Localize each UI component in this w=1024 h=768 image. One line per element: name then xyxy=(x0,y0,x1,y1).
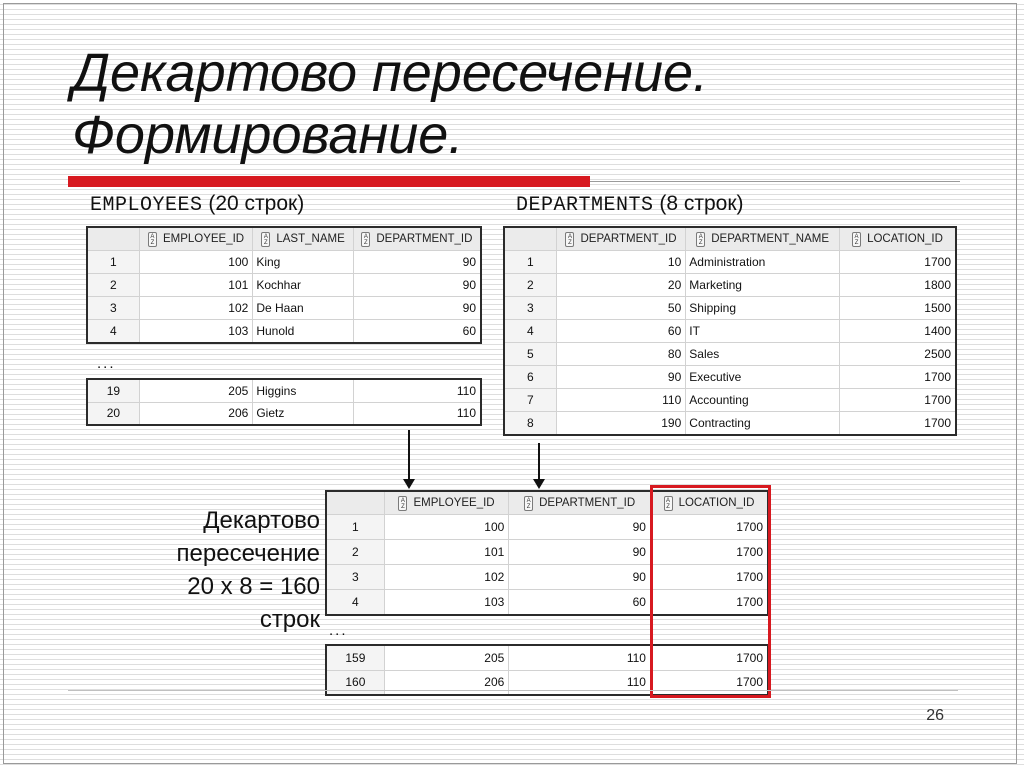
employees-caption-name: EMPLOYEES xyxy=(90,194,203,217)
table-cell: 90 xyxy=(353,274,481,297)
title-line-2: Формирование. xyxy=(72,105,464,165)
table-cell: 1800 xyxy=(839,274,956,297)
table-row xyxy=(504,251,956,274)
employees-header-row xyxy=(87,227,481,251)
sort-icon: A Z xyxy=(565,232,574,247)
table-cell: 102 xyxy=(384,565,509,590)
table-cell: Gietz xyxy=(253,402,354,425)
page-number: 26 xyxy=(926,707,944,724)
table-cell: 110 xyxy=(556,389,686,412)
table-cell: Higgins xyxy=(253,379,354,402)
table-cell: 50 xyxy=(556,297,686,320)
table-cell: 90 xyxy=(509,565,651,590)
table-cell: De Haan xyxy=(253,297,354,320)
row-number: 3 xyxy=(326,565,384,590)
table-cell: 1700 xyxy=(839,412,956,435)
table-cell: Kochhar xyxy=(253,274,354,297)
column-header[interactable]: A Z EMPLOYEE_ID xyxy=(139,227,253,251)
table-cell: 80 xyxy=(556,343,686,366)
explanation-line: 20 x 8 = 160 xyxy=(187,573,320,600)
table-cell: 100 xyxy=(384,515,509,540)
explanation-line: строк xyxy=(259,606,320,633)
column-header[interactable]: A Z DEPARTMENT_NAME xyxy=(686,227,840,251)
table-cell: Executive xyxy=(686,366,840,389)
table-cell: 1700 xyxy=(839,251,956,274)
departments-caption-name: DEPARTMENTS xyxy=(516,194,654,217)
table-row xyxy=(504,343,956,366)
explanation-line: пересечение xyxy=(176,540,320,567)
row-number: 160 xyxy=(326,670,384,695)
row-number: 2 xyxy=(504,274,556,297)
employees-arrow-down xyxy=(408,430,410,480)
table-cell: Contracting xyxy=(686,412,840,435)
row-number-header xyxy=(504,227,556,251)
table-cell: Administration xyxy=(686,251,840,274)
table-cell: 110 xyxy=(353,402,481,425)
table-row xyxy=(87,402,481,425)
table-cell: 1700 xyxy=(650,670,768,695)
column-header[interactable]: A Z EMPLOYEE_ID xyxy=(384,491,509,515)
row-number-header xyxy=(87,227,139,251)
table-row xyxy=(87,274,481,297)
departments-header-row xyxy=(504,227,956,251)
table-cell: Sales xyxy=(686,343,840,366)
employees-table-top xyxy=(86,226,482,344)
column-header[interactable]: A Z LAST_NAME xyxy=(253,227,354,251)
row-number: 3 xyxy=(87,297,139,320)
table-row xyxy=(504,297,956,320)
sort-icon: A Z xyxy=(361,232,370,247)
location-column-highlight xyxy=(650,485,771,698)
table-cell: 2500 xyxy=(839,343,956,366)
table-cell: 90 xyxy=(509,540,651,565)
departments-table xyxy=(503,226,957,436)
departments-arrow-down xyxy=(538,443,540,480)
table-cell: 90 xyxy=(353,251,481,274)
table-cell: 206 xyxy=(139,402,253,425)
row-number: 1 xyxy=(87,251,139,274)
row-number: 8 xyxy=(504,412,556,435)
table-cell: 20 xyxy=(556,274,686,297)
explanation-line: Декартово xyxy=(203,507,320,534)
table-cell: 103 xyxy=(139,320,253,343)
table-cell: 60 xyxy=(353,320,481,343)
table-row xyxy=(504,412,956,435)
table-cell: 190 xyxy=(556,412,686,435)
row-number: 2 xyxy=(87,274,139,297)
result-ellipsis: ... xyxy=(329,622,348,639)
employees-caption xyxy=(90,192,304,217)
row-number: 4 xyxy=(87,320,139,343)
sort-icon: A Z xyxy=(398,496,407,511)
table-cell: 1500 xyxy=(839,297,956,320)
sort-icon: A Z xyxy=(148,232,157,247)
row-number: 20 xyxy=(87,402,139,425)
table-cell: 110 xyxy=(509,645,651,670)
table-cell: 60 xyxy=(509,590,651,615)
table-row xyxy=(504,366,956,389)
table-cell: 205 xyxy=(139,379,253,402)
table-cell: 206 xyxy=(384,670,509,695)
table-cell: 102 xyxy=(139,297,253,320)
cartesian-explanation xyxy=(130,504,320,636)
table-row xyxy=(87,297,481,320)
column-header[interactable]: A Z LOCATION_ID xyxy=(650,491,768,515)
departments-caption xyxy=(516,192,744,217)
row-number: 159 xyxy=(326,645,384,670)
table-cell: 90 xyxy=(353,297,481,320)
title-line-1: Декартово пересечение. xyxy=(72,43,709,103)
table-cell: Shipping xyxy=(686,297,840,320)
table-row xyxy=(504,320,956,343)
sort-icon: A Z xyxy=(696,232,705,247)
table-cell: Marketing xyxy=(686,274,840,297)
row-number: 7 xyxy=(504,389,556,412)
table-cell: 1700 xyxy=(650,645,768,670)
row-number: 4 xyxy=(326,590,384,615)
table-cell: 1700 xyxy=(839,366,956,389)
employees-ellipsis: ... xyxy=(97,355,116,372)
table-cell: IT xyxy=(686,320,840,343)
sort-icon: A Z xyxy=(852,232,861,247)
table-row xyxy=(504,389,956,412)
table-cell: 60 xyxy=(556,320,686,343)
departments-caption-count: (8 строк) xyxy=(659,192,744,215)
row-number: 5 xyxy=(504,343,556,366)
row-number: 19 xyxy=(87,379,139,402)
table-cell: Accounting xyxy=(686,389,840,412)
table-cell: King xyxy=(253,251,354,274)
table-row xyxy=(87,320,481,343)
column-header[interactable]: A Z LOCATION_ID xyxy=(839,227,956,251)
table-cell: 90 xyxy=(509,515,651,540)
table-cell: 1700 xyxy=(650,590,768,615)
table-cell: 100 xyxy=(139,251,253,274)
sort-icon: A Z xyxy=(261,232,270,247)
table-cell: 101 xyxy=(384,540,509,565)
table-cell: 1700 xyxy=(650,565,768,590)
row-number: 6 xyxy=(504,366,556,389)
column-header[interactable]: A Z DEPARTMENT_ID xyxy=(509,491,651,515)
row-number: 3 xyxy=(504,297,556,320)
table-row xyxy=(504,274,956,297)
column-header[interactable]: A Z DEPARTMENT_ID xyxy=(353,227,481,251)
row-number: 2 xyxy=(326,540,384,565)
title-divider-line xyxy=(590,181,960,182)
column-header[interactable]: A Z DEPARTMENT_ID xyxy=(556,227,686,251)
table-row xyxy=(87,251,481,274)
employees-table-bottom xyxy=(86,378,482,426)
table-cell: 101 xyxy=(139,274,253,297)
table-cell: 110 xyxy=(353,379,481,402)
table-row xyxy=(87,379,481,402)
title-accent-bar xyxy=(68,176,590,187)
table-cell: 1700 xyxy=(839,389,956,412)
slide-title xyxy=(72,42,952,166)
table-cell: 1700 xyxy=(650,540,768,565)
row-number: 4 xyxy=(504,320,556,343)
table-cell: 110 xyxy=(509,670,651,695)
row-number-header xyxy=(326,491,384,515)
table-cell: Hunold xyxy=(253,320,354,343)
table-cell: 1700 xyxy=(650,515,768,540)
row-number: 1 xyxy=(326,515,384,540)
footer-divider-line xyxy=(68,690,958,691)
table-cell: 103 xyxy=(384,590,509,615)
table-cell: 205 xyxy=(384,645,509,670)
table-cell: 90 xyxy=(556,366,686,389)
sort-icon: A Z xyxy=(524,496,533,511)
employees-caption-count: (20 строк) xyxy=(208,192,305,215)
row-number: 1 xyxy=(504,251,556,274)
table-cell: 1400 xyxy=(839,320,956,343)
table-cell: 10 xyxy=(556,251,686,274)
sort-icon: A Z xyxy=(664,496,673,511)
